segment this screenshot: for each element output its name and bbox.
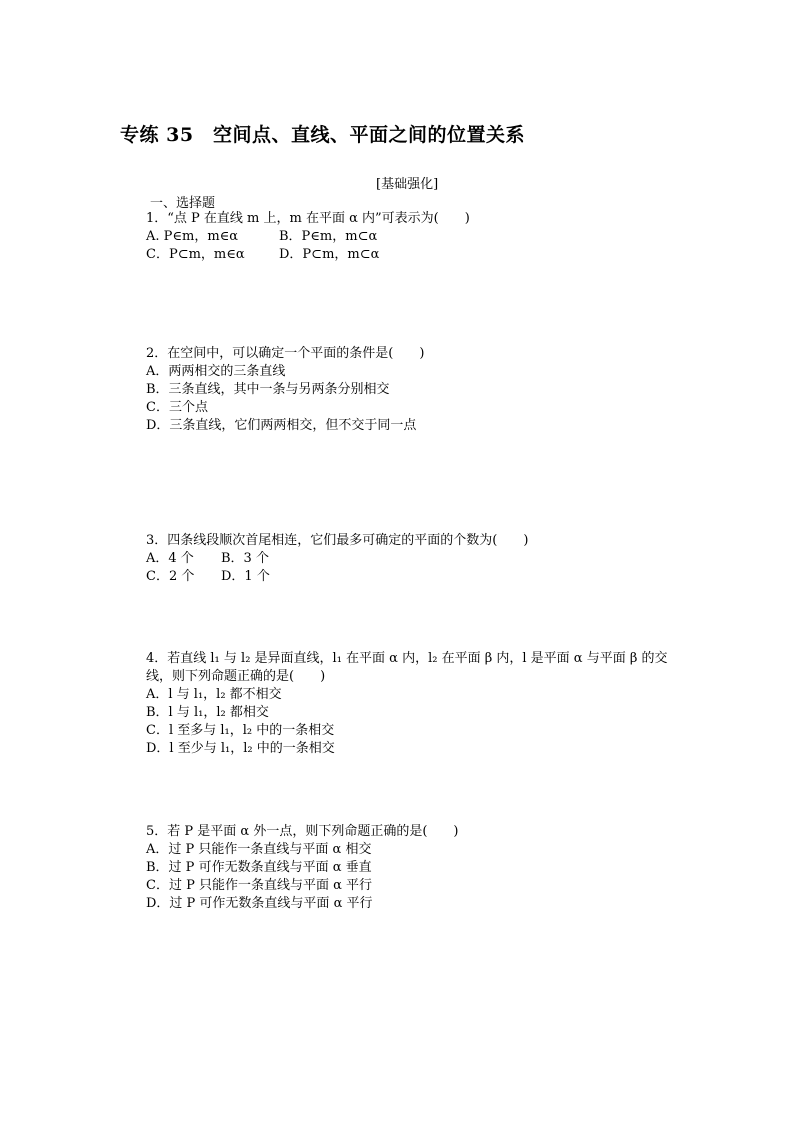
option-c: C．三个点 — [146, 400, 208, 415]
option-a: A．两两相交的三条直线 — [146, 364, 286, 379]
question-4 — [121, 650, 678, 758]
option-b: B．l 与 l₁，l₂ 都相交 — [146, 705, 269, 720]
question-stem: 2．在空间中，可以确定一个平面的条件是( ) — [146, 346, 425, 361]
question-stem: 3．四条线段顺次首尾相连，它们最多可确定的平面的个数为( ) — [146, 533, 529, 548]
option-a: A．4 个 — [146, 551, 194, 566]
option-c: C．过 P 只能作一条直线与平面 α 平行 — [146, 878, 373, 893]
question-1 — [146, 210, 470, 264]
page-title: 专练 35 空间点、直线、平面之间的位置关系 — [120, 124, 526, 146]
option-d: D．三条直线，它们两两相交，但不交于同一点 — [146, 418, 417, 433]
option-row — [146, 246, 470, 264]
question-2 — [146, 345, 424, 435]
option-row — [146, 228, 470, 246]
option-c: C．l 至多与 l₁，l₂ 中的一条相交 — [146, 723, 335, 738]
option-d: D．l 至少与 l₁，l₂ 中的一条相交 — [146, 741, 335, 756]
question-5 — [146, 823, 458, 913]
section-label: [基础强化] — [376, 177, 439, 192]
option-b: B．3 个 — [221, 551, 269, 566]
option-row — [146, 550, 528, 568]
option-a: A．l 与 l₁，l₂ 都不相交 — [146, 687, 282, 702]
option-b: B．过 P 可作无数条直线与平面 α 垂直 — [146, 860, 372, 875]
question-3 — [146, 532, 528, 586]
option-a: A．过 P 只能作一条直线与平面 α 相交 — [146, 842, 372, 857]
option-d: D．1 个 — [221, 569, 270, 584]
option-b: B．P∈m，m⊂α — [279, 229, 378, 244]
option-a: A. P∈m，m∈α — [146, 229, 239, 244]
option-c: C．P⊂m，m∈α — [146, 247, 245, 262]
question-stem: 5．若 P 是平面 α 外一点，则下列命题正确的是( ) — [146, 824, 459, 839]
part-heading: 一、选择题 — [150, 196, 216, 211]
option-row — [146, 568, 528, 586]
option-c: C．2 个 — [146, 569, 195, 584]
question-stem: 1．“点 P 在直线 m 上，m 在平面 α 内”可表示为( ) — [146, 211, 470, 226]
option-d: D．P⊂m，m⊂α — [279, 247, 380, 262]
question-stem: 4．若直线 l₁ 与 l₂ 是异面直线，l₁ 在平面 α 内，l₂ 在平面 β 内，l 是平面 α 与平面 β 的交线，则下列命题正确的是( ) — [146, 651, 668, 684]
option-d: D．过 P 可作无数条直线与平面 α 平行 — [146, 896, 373, 911]
option-b: B．三条直线，其中一条与另两条分别相交 — [146, 382, 390, 397]
